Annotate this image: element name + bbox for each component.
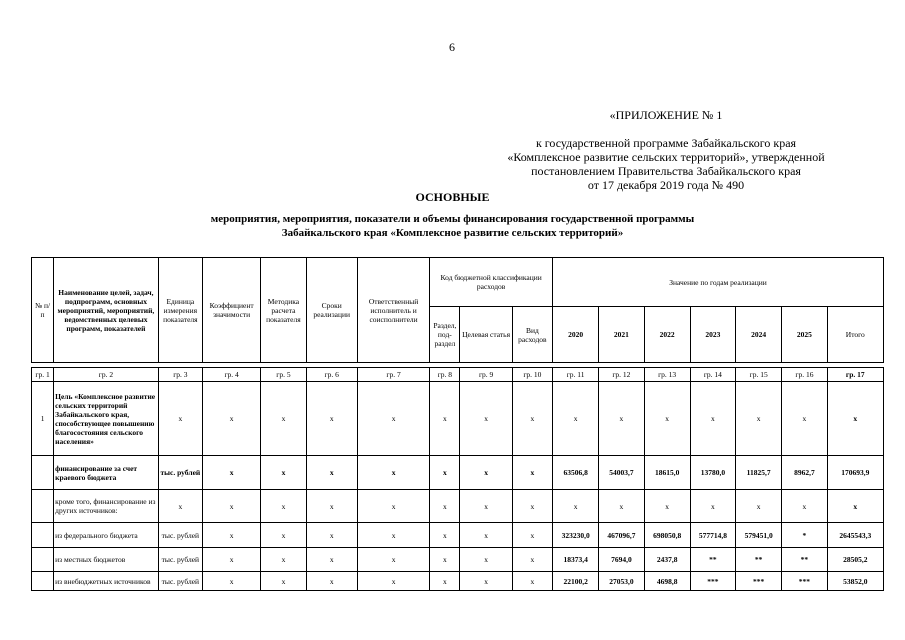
table-cell: х <box>158 382 202 456</box>
table-cell: х <box>261 382 306 456</box>
table-cell: 2437,8 <box>644 548 690 572</box>
table-cell: 18373,4 <box>553 548 599 572</box>
table-cell: х <box>460 523 512 548</box>
table-cell: *** <box>690 572 735 591</box>
table-cell: х <box>512 548 552 572</box>
table-cell: 22100,2 <box>553 572 599 591</box>
table-cell: х <box>460 382 512 456</box>
table-cell: финансирование за счет краевого бюджета <box>54 456 159 490</box>
table-cell: 27053,0 <box>599 572 644 591</box>
document-heading: ОСНОВНЫЕ <box>415 190 490 204</box>
column-number: гр. 12 <box>599 368 644 382</box>
header-row-1 <box>32 258 884 307</box>
table-cell: х <box>357 523 429 548</box>
table-cell: х <box>736 490 782 523</box>
subtitle-line: Забайкальского края «Комплексное развитие сельских территорий» <box>281 227 624 239</box>
column-number: гр. 17 <box>827 368 883 382</box>
header-total: Итого <box>827 307 883 363</box>
header-terms: Сроки реализации <box>306 258 357 363</box>
table-cell: х <box>430 572 460 591</box>
table-cell: х <box>261 548 306 572</box>
table-cell: х <box>158 490 202 523</box>
table-cell: х <box>202 548 260 572</box>
table-cell: х <box>460 572 512 591</box>
header-values-by-year: Значение по годам реализации <box>553 258 884 307</box>
column-number: гр. 2 <box>54 368 159 382</box>
appendix-line: к государственной программе Забайкальского края <box>535 136 797 150</box>
table-cell: х <box>357 382 429 456</box>
table-cell: х <box>202 382 260 456</box>
table-cell: 698050,8 <box>644 523 690 548</box>
table-cell: 63506,8 <box>553 456 599 490</box>
table-cell: 13780,0 <box>690 456 735 490</box>
table-cell: 2645543,3 <box>827 523 883 548</box>
table-cell: х <box>460 490 512 523</box>
table-row <box>32 456 884 490</box>
table-cell: ** <box>690 548 735 572</box>
table-cell: тыс. рублей <box>158 548 202 572</box>
appendix-title: «ПРИЛОЖЕНИЕ № 1 <box>609 108 723 122</box>
table-cell: х <box>306 572 357 591</box>
table-cell: х <box>512 523 552 548</box>
column-number: гр. 3 <box>158 368 202 382</box>
header-method: Методика расчета показателя <box>261 258 306 363</box>
table-cell <box>32 490 54 523</box>
table-cell: х <box>357 548 429 572</box>
table-cell: х <box>827 490 883 523</box>
column-number: гр. 8 <box>430 368 460 382</box>
header-year: 2020 <box>553 307 599 363</box>
table-cell: х <box>202 572 260 591</box>
table-cell: 8962,7 <box>782 456 827 490</box>
table-row <box>32 548 884 572</box>
table-row <box>32 523 884 548</box>
table-cell: 170693,9 <box>827 456 883 490</box>
table-row <box>32 382 884 456</box>
column-number: гр. 4 <box>202 368 260 382</box>
table-cell: 323230,0 <box>553 523 599 548</box>
table-cell: тыс. рублей <box>158 456 202 490</box>
table-cell: * <box>782 523 827 548</box>
page-number: 6 <box>449 40 455 54</box>
table-cell: х <box>261 456 306 490</box>
header-unit: Единица измерения показателя <box>158 258 202 363</box>
table-cell: х <box>512 490 552 523</box>
table-cell: 579451,0 <box>736 523 782 548</box>
table-cell: ** <box>782 548 827 572</box>
header-name: Наименование целей, задач, подпрограмм, основных мероприятий, мероприятий, ведомственных целевых программ, показателей <box>54 258 159 363</box>
table-cell: х <box>306 548 357 572</box>
table-cell: х <box>306 456 357 490</box>
table-cell <box>32 572 54 591</box>
table-cell: из федерального бюджета <box>54 523 159 548</box>
table-cell: х <box>430 382 460 456</box>
column-number: гр. 5 <box>261 368 306 382</box>
table-cell: х <box>553 382 599 456</box>
table-row <box>32 490 884 523</box>
table-cell <box>32 523 54 548</box>
table-cell: *** <box>736 572 782 591</box>
table-cell <box>32 548 54 572</box>
table-cell: х <box>202 490 260 523</box>
table-cell: х <box>261 523 306 548</box>
table-cell: х <box>357 490 429 523</box>
table-cell: х <box>430 490 460 523</box>
table-cell: из внебюджетных источников <box>54 572 159 591</box>
table-cell: тыс. рублей <box>158 523 202 548</box>
header-num: № п/п <box>32 258 54 363</box>
appendix-block <box>456 108 876 192</box>
table-cell: тыс. рублей <box>158 572 202 591</box>
table-cell: 1 <box>32 382 54 456</box>
header-section: Раздел, под-раздел <box>430 307 460 363</box>
table-cell: х <box>736 382 782 456</box>
table-cell: 4698,8 <box>644 572 690 591</box>
header-year: 2022 <box>644 307 690 363</box>
appendix-line: «Комплексное развитие сельских территорий», утвержденной <box>507 150 825 164</box>
table-cell: х <box>261 490 306 523</box>
table-cell: х <box>599 382 644 456</box>
table-cell: х <box>357 456 429 490</box>
table-cell: х <box>690 382 735 456</box>
table-cell: 54003,7 <box>599 456 644 490</box>
table-cell: Цель «Комплексное развитие сельских территорий Забайкальского края, способствующее повышению благосостояния сельского населения» <box>54 382 159 456</box>
header-year: 2021 <box>599 307 644 363</box>
table-cell: кроме того, финансирование из других источников: <box>54 490 159 523</box>
column-number: гр. 9 <box>460 368 512 382</box>
table-cell: х <box>261 572 306 591</box>
table-cell: 7694,0 <box>599 548 644 572</box>
table-cell: х <box>430 548 460 572</box>
table-cell: х <box>306 382 357 456</box>
table-cell: х <box>202 456 260 490</box>
column-number: гр. 1 <box>32 368 54 382</box>
table-cell: х <box>553 490 599 523</box>
column-number: гр. 10 <box>512 368 552 382</box>
table-cell: 11825,7 <box>736 456 782 490</box>
header-target: Целевая статья <box>460 307 512 363</box>
table-cell: х <box>512 572 552 591</box>
column-number: гр. 14 <box>690 368 735 382</box>
table-cell: х <box>827 382 883 456</box>
table-cell: х <box>430 523 460 548</box>
header-responsible: Ответственный исполнитель и соисполнители <box>357 258 429 363</box>
table-cell: х <box>782 490 827 523</box>
table-cell: 53852,0 <box>827 572 883 591</box>
table-cell: х <box>306 523 357 548</box>
table-cell: 467096,7 <box>599 523 644 548</box>
table-cell: из местных бюджетов <box>54 548 159 572</box>
header-year: 2025 <box>782 307 827 363</box>
table-cell: *** <box>782 572 827 591</box>
table-cell: 18615,0 <box>644 456 690 490</box>
document-subtitle <box>120 212 785 240</box>
header-expense-type: Вид расходов <box>512 307 552 363</box>
table-cell: х <box>306 490 357 523</box>
table-cell <box>32 456 54 490</box>
appendix-line: постановлением Правительства Забайкальского края <box>531 164 801 178</box>
table-cell: х <box>512 456 552 490</box>
appendix-line: от 17 декабря 2019 года № 490 <box>587 178 745 192</box>
table-cell: х <box>430 456 460 490</box>
header-year: 2024 <box>736 307 782 363</box>
table-cell: х <box>690 490 735 523</box>
column-number: гр. 6 <box>306 368 357 382</box>
table-cell: х <box>512 382 552 456</box>
column-number: гр. 13 <box>644 368 690 382</box>
table-cell: х <box>202 523 260 548</box>
header-year: 2023 <box>690 307 735 363</box>
table-cell: 577714,8 <box>690 523 735 548</box>
table-cell: х <box>599 490 644 523</box>
table-row <box>32 572 884 591</box>
header-coef: Коэффициент значимости <box>202 258 260 363</box>
table-cell: х <box>460 548 512 572</box>
table-cell: х <box>460 456 512 490</box>
table-cell: х <box>644 490 690 523</box>
table-cell: х <box>782 382 827 456</box>
program-table <box>31 257 884 591</box>
column-number: гр. 7 <box>357 368 429 382</box>
column-number: гр. 16 <box>782 368 827 382</box>
column-number: гр. 15 <box>736 368 782 382</box>
column-number: гр. 11 <box>553 368 599 382</box>
table-cell: х <box>357 572 429 591</box>
table-cell: ** <box>736 548 782 572</box>
column-number-row <box>32 368 884 382</box>
subtitle-line: мероприятия, мероприятия, показатели и объемы финансирования государственной программы <box>210 213 695 225</box>
table-cell: х <box>644 382 690 456</box>
table-cell: 28505,2 <box>827 548 883 572</box>
header-budget-code: Код бюджетной классификации расходов <box>430 258 553 307</box>
